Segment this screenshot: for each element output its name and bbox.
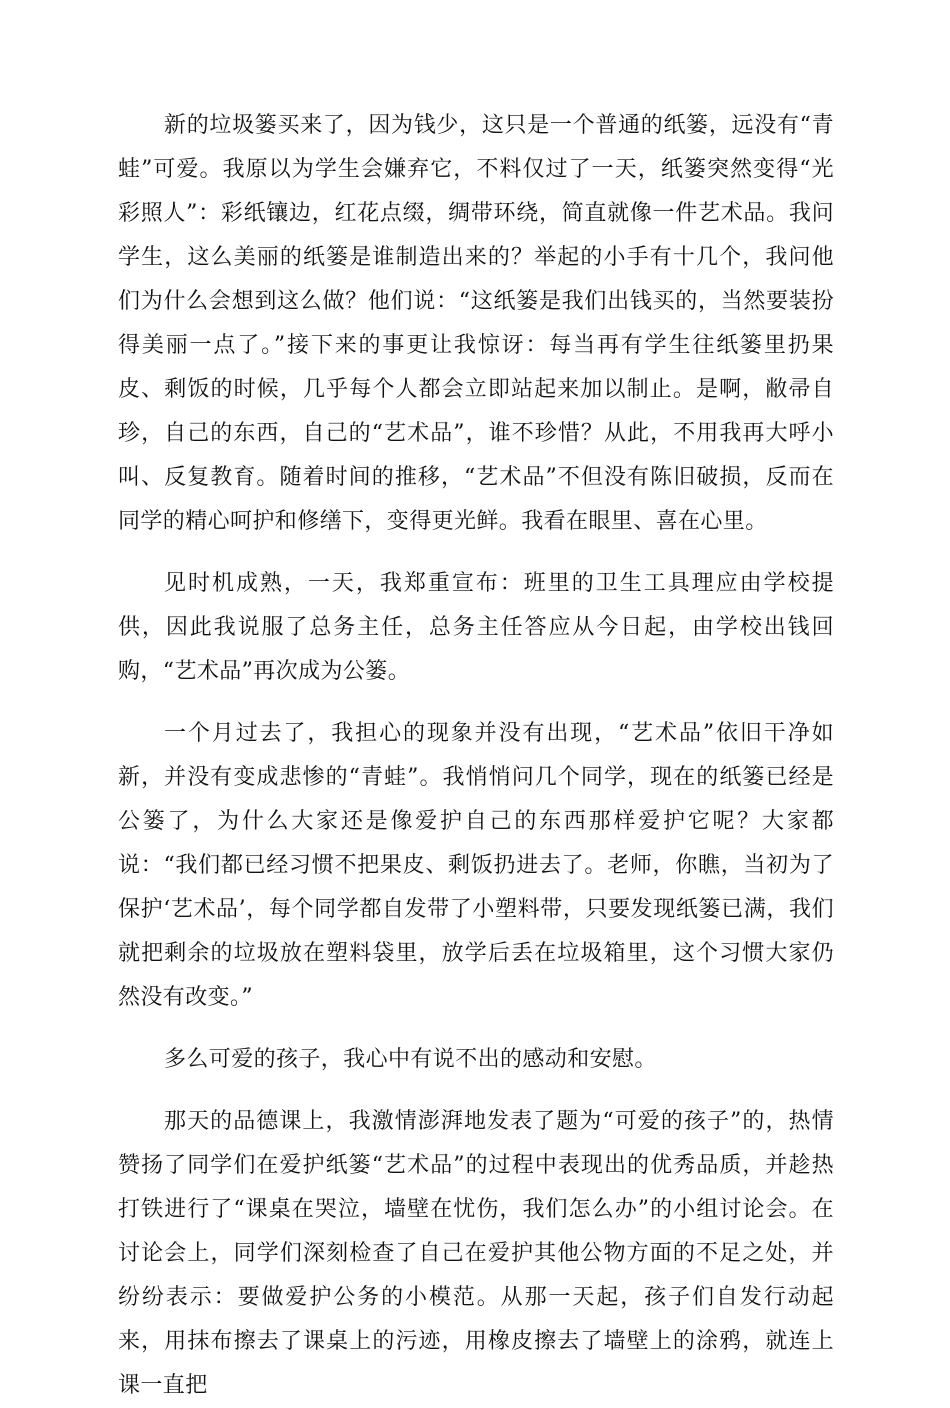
paragraph-new-basket: 新的垃圾篓买来了，因为钱少，这只是一个普通的纸篓，远没有“青蛙”可爱。我原以为学生会嫌弃它，不料仅过了一天，纸篓突然变得“光彩照人”：彩纸镶边，红花点缀，绸带环绕，简直就像一件艺术品。我问学生，这么美丽的纸篓是谁制造出来的？举起的小手有十几个，我问他们为什么会想到这么做？他们说：“这纸篓是我们出钱买的，当然要装扮得美丽一点了。”接下来的事更让我惊讶：每当再有学生往纸篓里扔果皮、剩饭的时候，几乎每个人都会立即站起来加以制止。是啊，敝帚自珍，自己的东西，自己的“艺术品”，谁不珍惜？从此，不用我再大呼小叫、反复教育。随着时间的推移，“艺术品”不但没有陈旧破损，反而在同学的精心呵护和修缮下，变得更光鲜。我看在眼里、喜在心里。 <box>118 113 834 534</box>
paragraph-moral-class: 那天的品德课上，我激情澎湃地发表了题为“可爱的孩子”的，热情赞扬了同学们在爱护纸篓“艺术品”的过程中表现出的优秀品质，并趁热打铁进行了“课桌在哭泣，墙壁在忧伤，我们怎么办”的小组讨论会。在讨论会上，同学们深刻检查了自己在爱护其他公物方面的不足之处，并纷纷表示：要做爱护公务的小模范。从那一天起，孩子们自发行动起来，用抹布擦去了课桌上的污迹，用橡皮擦去了墙壁上的涂鸦，就连上课一直把 <box>118 1109 834 1398</box>
paragraph-lovely-children: 多么可爱的孩子，我心中有说不出的感动和安慰。 <box>164 1047 657 1072</box>
paragraph-announcement: 见时机成熟，一天，我郑重宣布：班里的卫生工具理应由学校提供，因此我说服了总务主任，总务主任答应从今日起，由学校出钱回购，“艺术品”再次成为公篓。 <box>118 571 834 684</box>
paragraph-one-month-later: 一个月过去了，我担心的现象并没有出现，“艺术品”依旧干净如新，并没有变成悲惨的“青蛙”。我悄悄问几个同学，现在的纸篓已经是公篓了，为什么大家还是像爱护自己的东西那样爱护它呢？大家都说：“我们都已经习惯不把果皮、剩饭扔进去了。老师，你瞧，当初为了保护‘艺术品’，每个同学都自发带了小塑料带，只要发现纸篓已满，我们就把剩余的垃圾放在塑料袋里，放学后丢在垃圾箱里，这个习惯大家仍然没有改变。” <box>118 721 834 1010</box>
document-page <box>118 104 834 1408</box>
